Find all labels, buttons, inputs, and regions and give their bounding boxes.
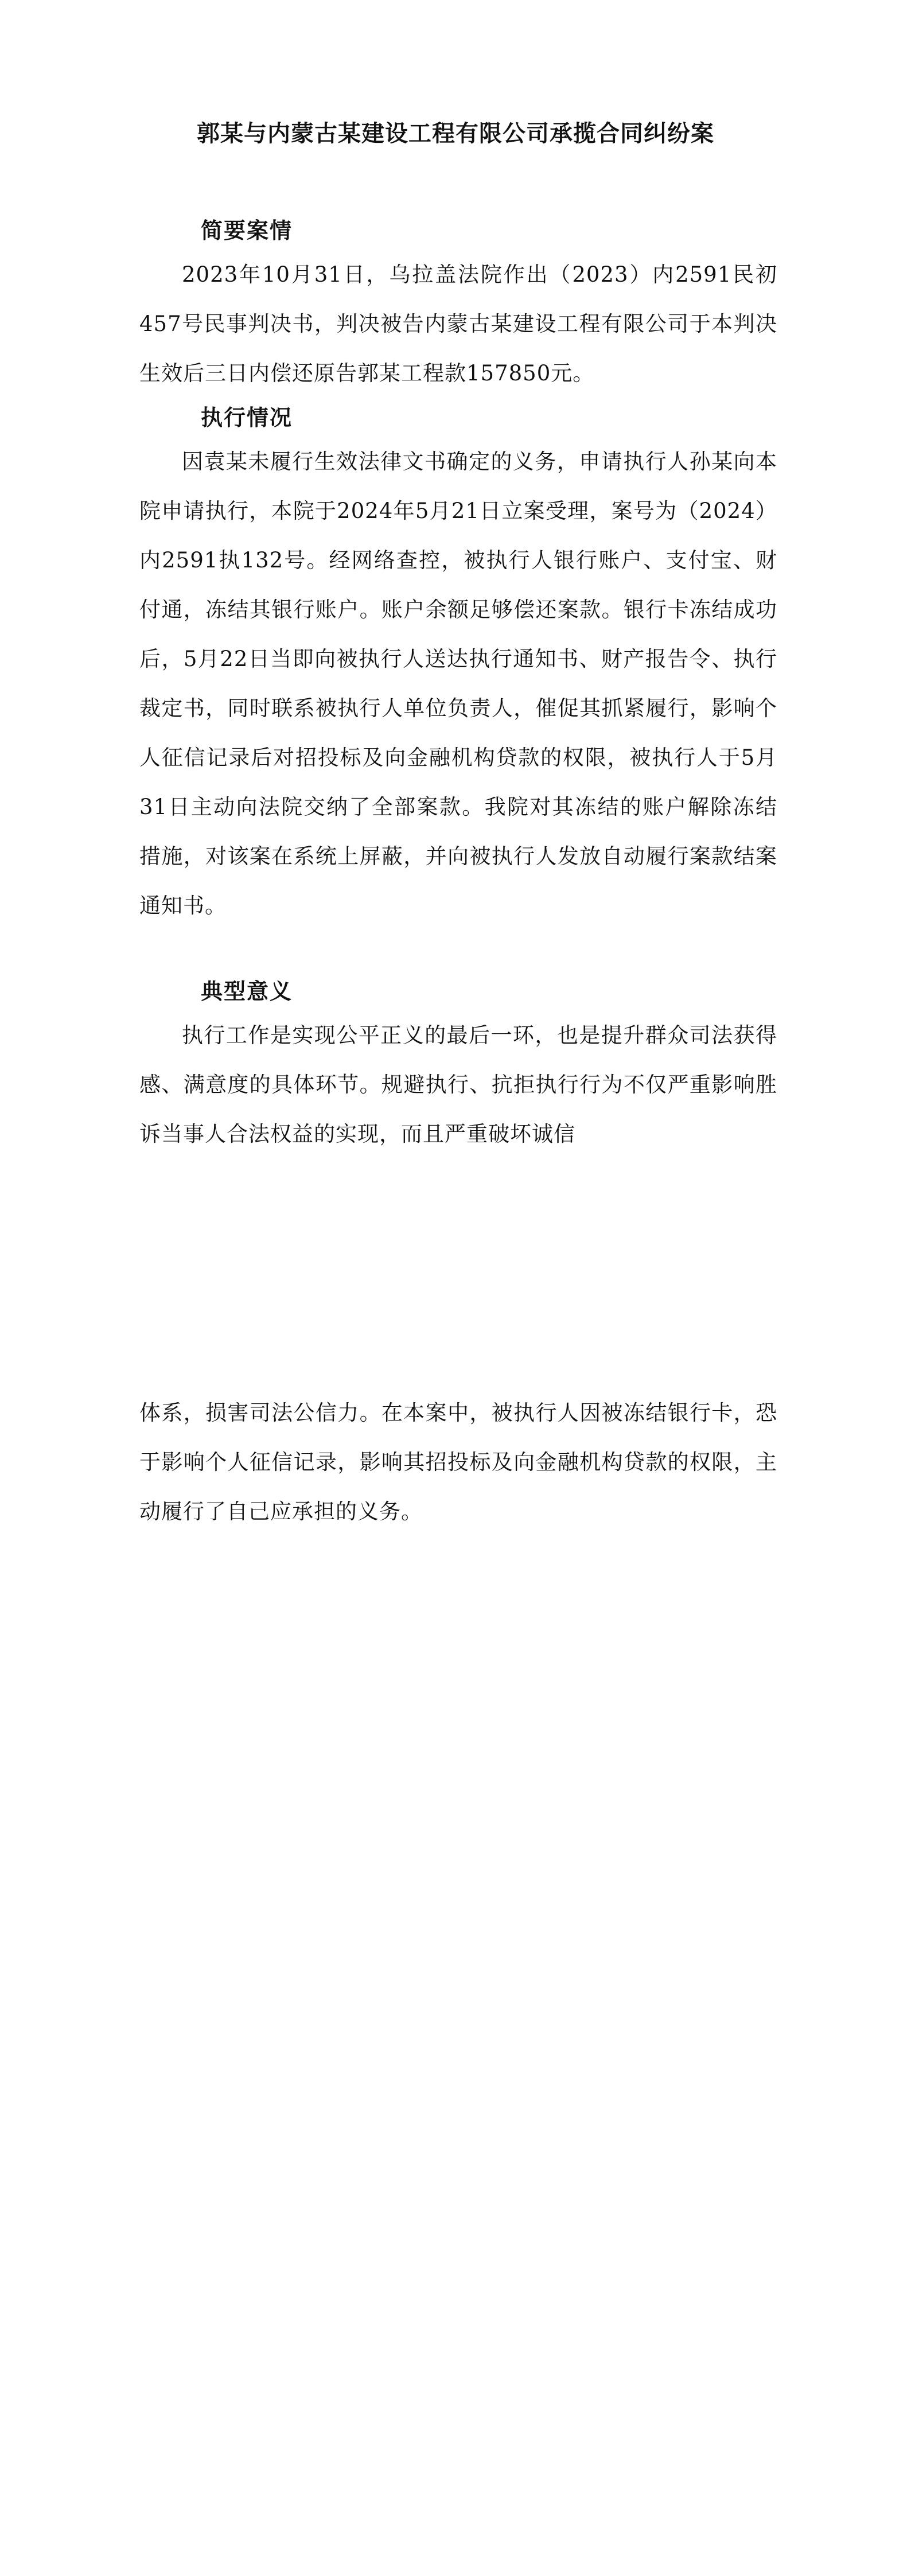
significance-paragraph-continuation: 体系，损害司法公信力。在本案中，被执行人因被冻结银行卡，恐于影响个人征信记录，影响其招投标及向金融机构贷款的权限，主动履行了自己应承担的义务。	[139, 1400, 777, 1524]
section-heading-significance: 典型意义	[201, 979, 293, 1004]
execution-paragraph: 因袁某未履行生效法律文书确定的义务，申请执行人孙某向本院申请执行，本院于2024年5月21日立案受理，案号为（2024）内2591执132号。经网络查控，被执行人银行账户、支付宝、财付通，冻结其银行账户。账户余额足够偿还案款。银行卡冻结成功后，5月22日当即向被执行人送达执行通知书、财产报告令、执行裁定书，同时联系被执行人单位负责人，催促其抓紧履行，影响个人征信记录后对招投标及向金融机构贷款的权限，被执行人于5月31日主动向法院交纳了全部案款。我院对其冻结的账户解除冻结措施，对该案在系统上屏蔽，并向被执行人发放自动履行案款结案通知书。	[139, 449, 777, 918]
section-heading-execution: 执行情况	[201, 405, 293, 430]
document-title: 郭某与内蒙古某建设工程有限公司承揽合同纠纷案	[197, 120, 714, 147]
significance-paragraph: 执行工作是实现公平正义的最后一环，也是提升群众司法获得感、满意度的具体环节。规避执行、抗拒执行行为不仅严重影响胜诉当事人合法权益的实现，而且严重破坏诚信	[139, 1023, 777, 1146]
case-summary-paragraph: 2023年10月31日，乌拉盖法院作出（2023）内2591民初457号民事判决书，判决被告内蒙古某建设工程有限公司于本判决生效后三日内偿还原告郭某工程款157850元。	[139, 262, 777, 386]
section-heading-case-summary: 简要案情	[201, 218, 293, 243]
